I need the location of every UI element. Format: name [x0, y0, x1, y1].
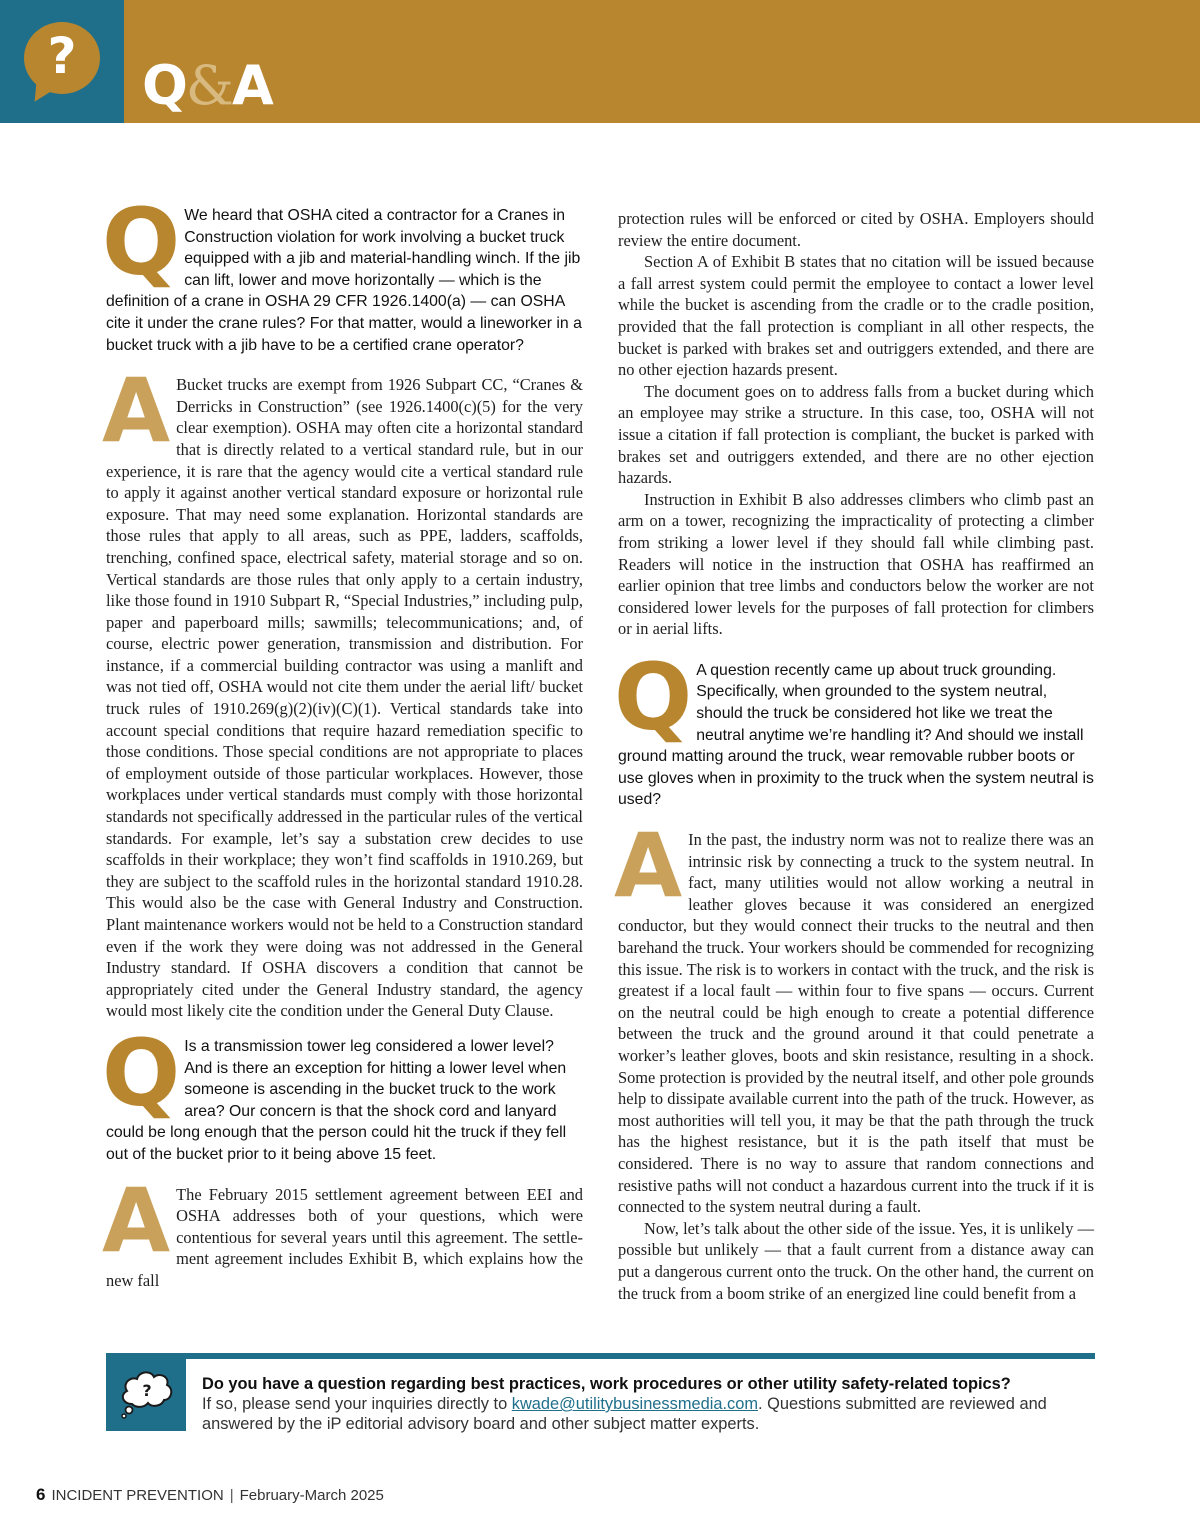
answer-2	[102, 1168, 583, 1292]
thought-bubble-icon	[118, 1366, 176, 1420]
question-letter: Q	[614, 643, 693, 751]
callout-question-glyph: ?	[142, 1381, 152, 1400]
answer-letter: A	[102, 359, 171, 463]
question-letter: Q	[102, 1019, 181, 1127]
answer-3-paragraph-2: Now, let’s talk about the other side of the issue. Yes, it is unlikely — possible but unlikely — that a fault current from a distance away can put a dangerous current onto the truck. On the other hand, the current on the truck from a boom strike of an energized line could benefit from a	[618, 1218, 1094, 1303]
question-2	[102, 1019, 583, 1166]
question-3	[614, 643, 1094, 811]
issue-date: February-March 2025	[239, 1487, 384, 1504]
callout-heading: Do you have a question regarding best practices, work procedures or other utility safety-related topics?	[202, 1375, 1011, 1393]
question-1	[102, 189, 583, 356]
left-column	[102, 189, 583, 1306]
footer-separator: |	[229, 1487, 234, 1504]
answer-2-paragraph-3: The document goes on to address falls from a bucket during which an employee may strike a structure. In this case, too, OSHA will not issue a citation if fall protection is compliant, the bucket is parked with brakes set and outriggers extended, and there are no other ejection hazards.	[618, 381, 1094, 488]
page-header	[0, 0, 1200, 123]
answer-3-paragraph-1: In the past, the industry norm was not to realize there was an intrinsic risk by connecting a truck to the system neutral. In fact, many utilities would not allow working a neutral in leather gloves because it was considered an energized conductor, but they would connect their trucks to the neutral and then barehand the truck. Your workers should be commended for recognizing this issue. The risk is to workers in contact with the truck, and the risk is greatest if a local fault — within four to five spans — occurs. Current on the neutral could be high enough to create a potential difference between the truck and the ground around it that could penetrate a worker’s leather gloves, boots and skin resistance, resulting in a shock. Some protection is provided by the neutral itself, and other pole grounds help to dissipate available current into the path of the truck. However, as most authorities will tell you, it may be that the path through the truck has the highest resistance, but it is the path itself that must be considered. There is no way to assure that random connections and resistive paths will not conduct a hazardous current into the truck if it is connected to the system neutral during a fault.	[618, 830, 1094, 1217]
callout-divider	[106, 1353, 1095, 1359]
question-mark-icon: ?	[47, 27, 77, 85]
page-number: 6	[36, 1485, 46, 1504]
answer-2-continued: protection rules will be enforced or cited by OSHA. Employers should review the entire document.	[618, 209, 1094, 250]
publication-name: INCIDENT PREVENTION	[51, 1487, 224, 1504]
answer-1	[102, 359, 583, 1022]
answer-1-text: Bucket trucks are exempt from 1926 Subpart CC, “Cranes & Derricks in Construction” (see 1926.1400(c)(5) for the very clear exemption). OSHA may often cite a horizontal standard that is directly related to a vertical standard rule, but in our experience, it is rare that the agency would cite a vertical standard rule to apply it against another vertical standard exposure or horizontal rule exposure. That may need some explanation. Horizontal standards are those rules that apply to all areas, such as PPE, ladders, scaffolds, trenching, confined space, electrical safety, material storage and so on. Vertical standards are those rules that only apply to a certain industry, like those found in 1910 Subpart R, “Special Industries,” including pulp, paper and paperboard mills; sawmills; telecommunications; and, of course, electric power generation, transmission and distribution. For instance, if a commercial building contractor was using a manlift and was not tied off, OSHA would not cite them under the aerial lift/ bucket truck rules of 1910.269(g)(2)(iv)(C)(1). Vertical standards take into account special conditions that require hazard remediation specific to those conditions. Those special conditions are not appropriate to places of employment outside of those particular workplaces. However, those workplaces under vertical standards must comply with those horizontal standards not specifically addressed in the particular rules of the vertical standards. For example, let’s say a substation crew decides to use scaffolds in their workplace; they won’t find scaffolds in 1910.269, but they are subject to the scaffold rules in the horizontal standard 1910.28. This would also be the case with General Industry and Construction. Plant maintenance workers would not be held to a Construction standard even if the work they were doing was not addressed in the General Industry standard. If OSHA discovers a condition that cannot be appropriately cited under the General Industry standard, the agency would most likely cite the condition under the General Duty Clause.	[106, 375, 583, 1021]
header-icon-box	[0, 0, 124, 123]
title-ampersand: &	[185, 54, 232, 117]
question-1-text: We heard that OSHA cited a contractor for a Cranes in Construction violation for work involving a bucket truck equipped with a jib and material-handling winch. If the jib can lift, lower and move horizontally — which is the definition of a crane in OSHA 29 CFR 1926.1400(a) — can OSHA cite it under the crane rules? For that matter, would a lineworker in a bucket truck with a jib have to be a certified crane operator?	[106, 207, 582, 354]
email-link[interactable]: kwade@utilitybusinessmedia.com	[511, 1395, 758, 1413]
answer-letter: A	[614, 814, 683, 918]
callout-text-before: If so, please send your inquiries directly to	[202, 1395, 512, 1413]
callout-text-after: . Questions submitted are reviewed and answered by the iP editorial advisory board and other subject matter experts.	[202, 1395, 1047, 1433]
answer-3	[614, 814, 1094, 1304]
answer-2-paragraph-4: Instruction in Exhibit B also addresses climbers who climb past an arm on a tower, recognizing the impracticality of protecting a climber from striking a lower level if they should fall while climbing past. Readers will notice in the instruction that OSHA has reaffirmed an earlier opinion that tree limbs and conductors below the worker are not considered lower levels for the purposes of fall protection for climbers or in aerial lifts.	[618, 489, 1094, 639]
right-column	[614, 208, 1094, 1318]
answer-2-text: The February 2015 settlement agreement between EEI and OSHA addresses both of your questions, which were contentious for several years until this agreement. The settle-ment agreement includes Exhibit B, which explains how the new fall	[106, 1184, 583, 1290]
answer-2-paragraph-2: Section A of Exhibit B states that no citation will be issued because a fall arrest system could permit the employee to contact a lower level while the bucket is ascending from the cradle or to the cradle position, provided that the fall protection is compliant in all other respects, the bucket is parked with brakes set and outriggers extended, and there are no other ejection hazards present.	[618, 252, 1094, 380]
question-3-text: A question recently came up about truck grounding. Specifically, when grounded to the system neutral, should the truck be considered hot like we treat the neutral anytime we’re handling it? And should we install ground matting around the truck, wear removable rubber boots or use gloves when in proximity to the truck when the system neutral is used?	[618, 661, 1094, 809]
answer-letter: A	[102, 1168, 171, 1272]
question-letter: Q	[102, 189, 181, 296]
question-2-text: Is a transmission tower leg considered a lower level? And is there an exception for hitting a lower level when someone is ascending in the bucket truck to the work area? Our concern is that the shock cord and lanyard could be long enough that the person could hit the truck if they fell out of the bucket prior to it being above 15 feet.	[106, 1037, 567, 1163]
title-a: A	[231, 54, 272, 117]
page-footer	[36, 1484, 384, 1507]
section-title	[142, 54, 272, 118]
callout-text	[202, 1394, 1082, 1434]
title-q: Q	[142, 54, 186, 117]
